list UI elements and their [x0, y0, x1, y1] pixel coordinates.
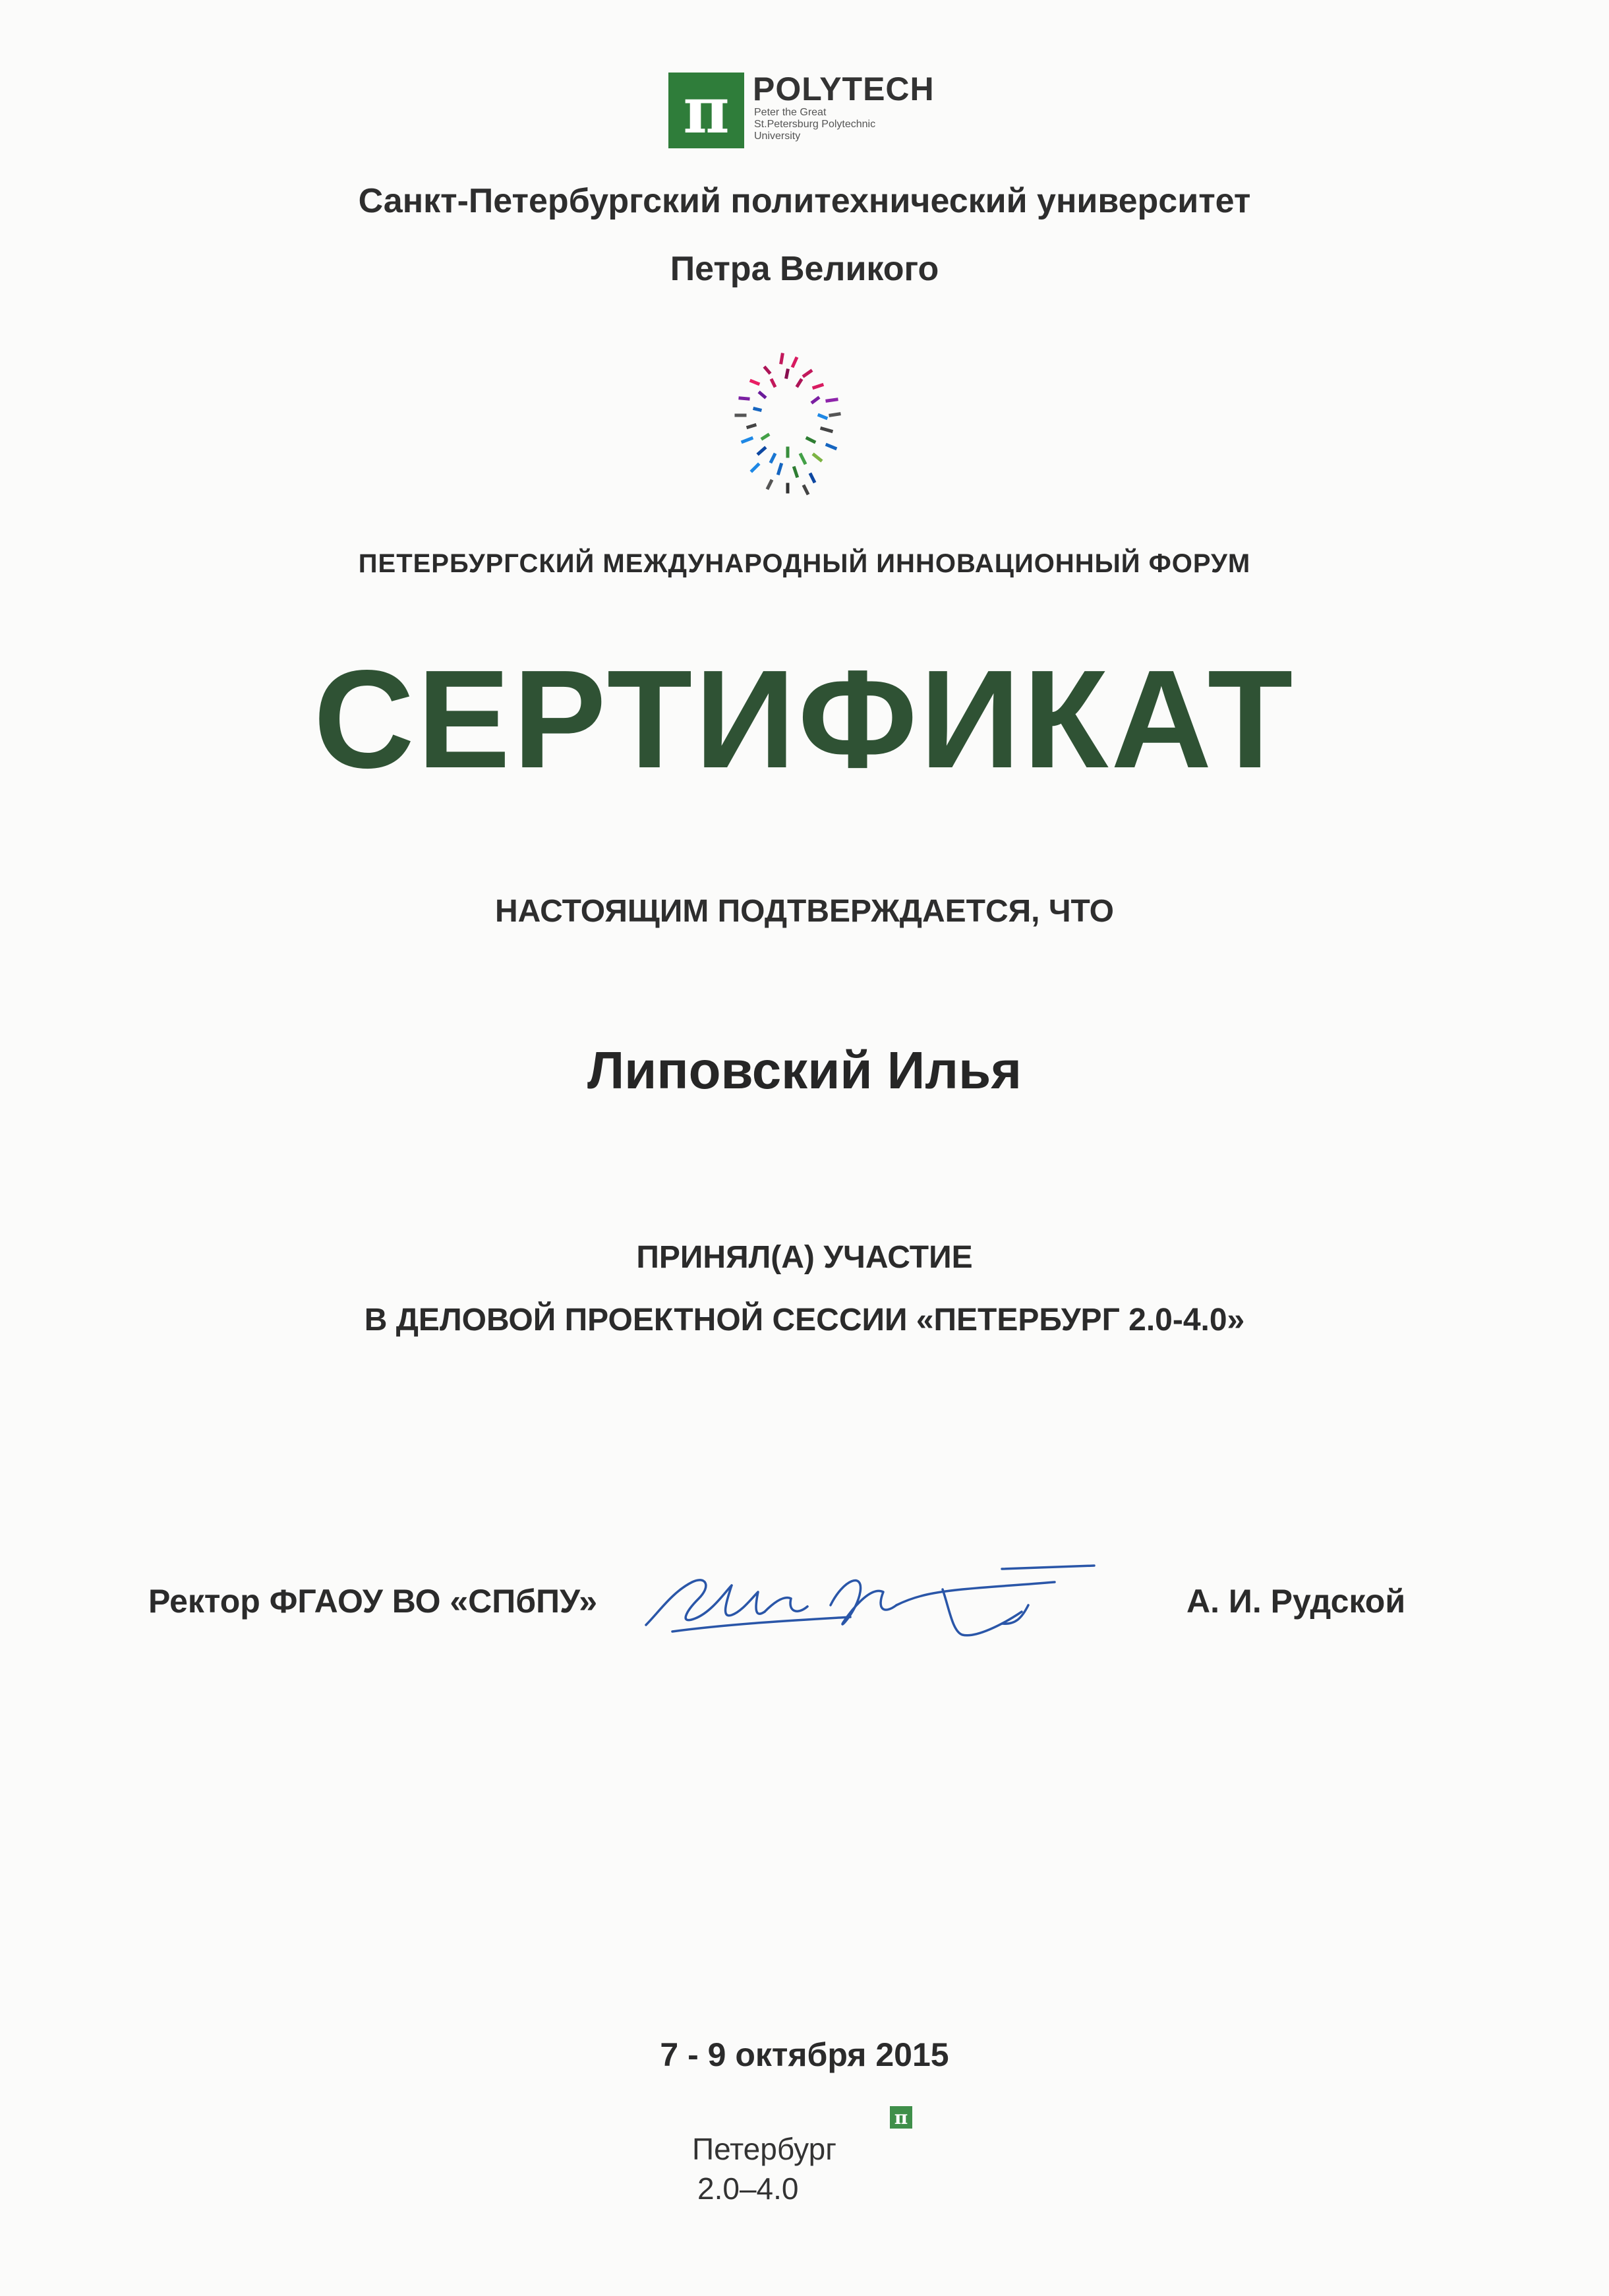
participation-line1: ПРИНЯЛ(А) УЧАСТИЕ	[636, 1240, 973, 1275]
event-logo	[692, 2106, 916, 2218]
certificate-title: СЕРТИФИКАТ	[313, 641, 1296, 797]
polytech-subtitle	[754, 107, 932, 142]
signatory-name: А. И. Рудской	[1186, 1583, 1406, 1620]
handwritten-signature	[633, 1546, 1107, 1658]
signatory-position: Ректор ФГАОУ ВО «СПбПУ»	[148, 1583, 598, 1620]
polytech-logo	[668, 71, 935, 148]
event-logo-line2: 2.0–4.0	[697, 2171, 799, 2206]
university-name-line1: Санкт-Петербургский политехнический университет	[358, 182, 1251, 220]
event-logo-line1: Петербург	[692, 2132, 837, 2166]
recipient-name: Липовский Илья	[587, 1041, 1022, 1100]
university-name-line2: Петра Великого	[670, 250, 939, 288]
forum-title: ПЕТЕРБУРГСКИЙ МЕЖДУНАРОДНЫЙ ИННОВАЦИОННЫЙ ФОРУМ	[358, 549, 1251, 578]
event-dates: 7 - 9 октября 2015	[660, 2036, 949, 2073]
polytech-subtitle-line: Peter the Great	[754, 107, 827, 118]
participation-line2: В ДЕЛОВОЙ ПРОЕКТНОЙ СЕССИИ «ПЕТЕРБУРГ 2.0-4.0»	[364, 1303, 1245, 1338]
polytech-brand-text: POLYTECH	[753, 71, 935, 107]
polytech-subtitle-line: University	[754, 131, 801, 142]
polytech-subtitle-line: St.Petersburg Polytechnic	[754, 119, 876, 130]
event-pi-icon: π	[890, 2106, 912, 2129]
polytech-pi-icon: π	[668, 73, 744, 148]
forum-emblem-icon	[709, 349, 867, 508]
confirmation-text: НАСТОЯЩИМ ПОДТВЕРЖДАЕТСЯ, ЧТО	[494, 894, 1115, 929]
